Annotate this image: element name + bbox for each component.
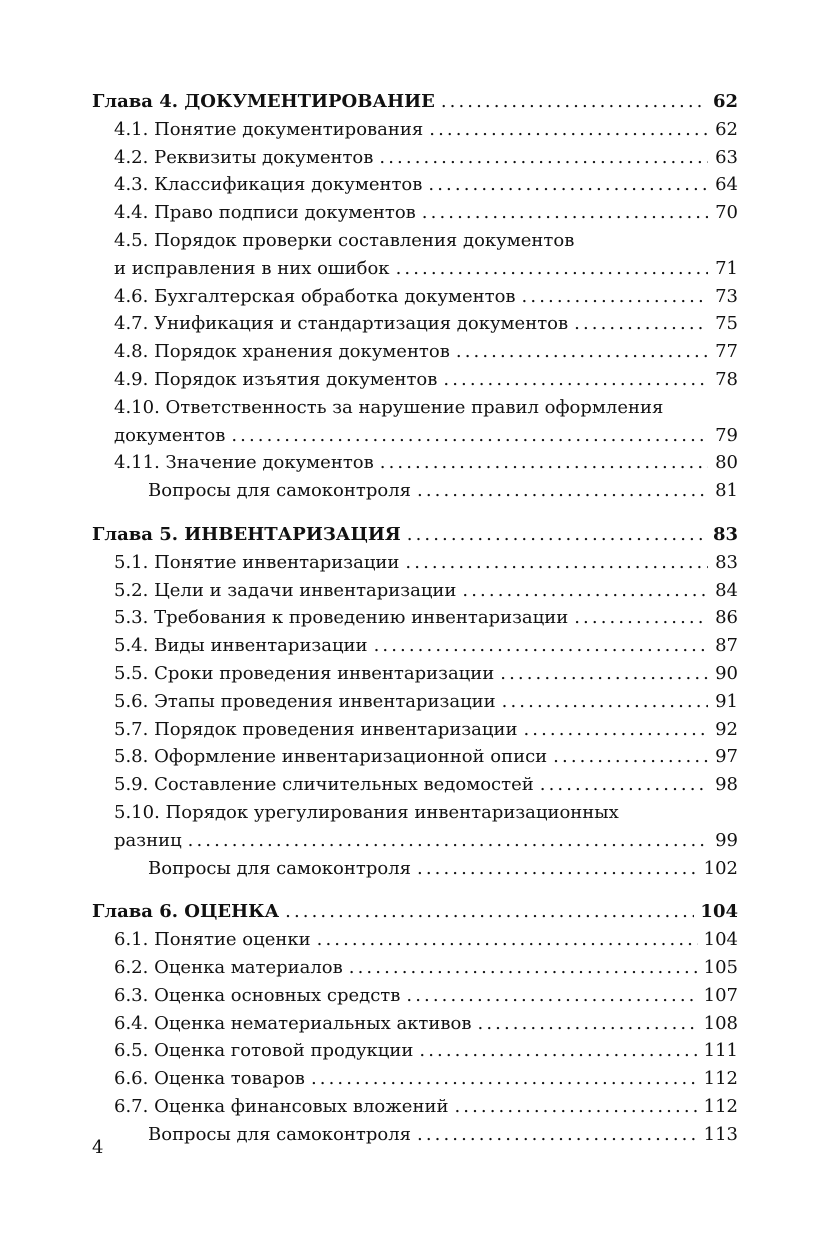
section-number: 6.5. — [114, 1040, 149, 1062]
questions-title: Вопросы для самоконтроля — [148, 480, 411, 502]
toc-entry-line1 — [92, 799, 738, 827]
entry-text — [114, 199, 416, 227]
dot-leader — [188, 827, 708, 855]
page-ref: 104 — [703, 929, 738, 951]
page-ref: 70 — [715, 202, 738, 224]
entry-text — [114, 954, 343, 982]
questions-title: Вопросы для самоконтроля — [148, 1123, 411, 1145]
dot-leader — [553, 743, 708, 771]
section-title: Оценка нематериальных активов — [154, 1012, 472, 1034]
chapter-6 — [92, 898, 738, 1148]
section-title: Оценка материалов — [154, 956, 343, 978]
page-ref: 83 — [712, 523, 738, 545]
entry-text — [114, 1065, 305, 1093]
entry-text — [114, 771, 534, 799]
dot-leader — [443, 366, 708, 394]
entry-text — [114, 283, 516, 311]
table-of-contents — [92, 88, 738, 1164]
dot-leader — [462, 577, 708, 605]
page-ref: 104 — [700, 901, 738, 923]
page-ref: 105 — [703, 956, 738, 978]
section-title: Понятие документирования — [154, 118, 424, 140]
section-number: 5.8. — [114, 746, 149, 768]
chapter-5 — [92, 521, 738, 882]
entry-text — [114, 716, 517, 744]
section-number: 6.7. — [114, 1095, 149, 1117]
section-number: 5.5. — [114, 662, 149, 684]
chapter-title: Глава 5. ИНВЕНТАРИЗАЦИЯ — [92, 523, 401, 545]
chapter-heading — [92, 88, 738, 116]
page-ref: 71 — [715, 257, 738, 279]
section-title: Требования к проведению инвентаризации — [154, 607, 569, 629]
section-number: 6.2. — [114, 956, 149, 978]
page-ref: 81 — [715, 480, 738, 502]
entry-text — [114, 366, 437, 394]
section-number: 4.11. — [114, 452, 160, 474]
section-title: Оценка финансовых вложений — [154, 1095, 449, 1117]
section-title-line1: Порядок урегулирования инвентаризационных — [165, 801, 619, 823]
toc-entry — [92, 1093, 738, 1121]
dot-leader — [428, 171, 708, 199]
section-number: 5.4. — [114, 635, 149, 657]
entry-text — [114, 449, 374, 477]
section-title: Классификация документов — [154, 174, 423, 196]
section-number: 6.6. — [114, 1068, 149, 1090]
entry-text — [114, 1093, 448, 1121]
page-ref: 78 — [715, 368, 738, 390]
section-title: Унификация и стандартизация документов — [154, 313, 569, 335]
section-title: Оценка основных средств — [154, 984, 401, 1006]
toc-entry — [92, 116, 738, 144]
dot-leader — [523, 716, 708, 744]
entry-text — [114, 1010, 472, 1038]
dot-leader — [422, 199, 708, 227]
page-ref: 111 — [703, 1040, 738, 1062]
section-title: Реквизиты документов — [154, 146, 374, 168]
page-ref: 73 — [715, 285, 738, 307]
section-number: 6.4. — [114, 1012, 149, 1034]
page-ref: 75 — [715, 313, 738, 335]
toc-entry — [92, 310, 738, 338]
toc-entry — [92, 982, 738, 1010]
dot-leader — [285, 898, 694, 926]
section-title: Составление сличительных ведомостей — [154, 774, 534, 796]
toc-entry — [92, 743, 738, 771]
toc-entry — [92, 338, 738, 366]
toc-entry — [92, 549, 738, 577]
dot-leader — [380, 449, 708, 477]
page-ref: 87 — [715, 635, 738, 657]
section-title-line2: документов — [114, 424, 226, 446]
toc-entry — [92, 660, 738, 688]
section-title: Сроки проведения инвентаризации — [154, 662, 495, 684]
section-title-line2: разниц — [114, 829, 182, 851]
dot-leader — [502, 688, 708, 716]
section-title: Порядок хранения документов — [154, 341, 450, 363]
chapter-title: Глава 6. ОЦЕНКА — [92, 901, 280, 923]
dot-leader — [379, 144, 708, 172]
section-title-line2: и исправления в них ошибок — [114, 257, 390, 279]
toc-entry — [92, 926, 738, 954]
toc-entry-questions — [92, 855, 738, 883]
section-number: 5.7. — [114, 718, 149, 740]
page-ref: 107 — [703, 984, 738, 1006]
toc-entry — [92, 577, 738, 605]
chapter-title: Глава 4. ДОКУМЕНТИРОВАНИЕ — [92, 91, 435, 112]
section-number: 4.6. — [114, 285, 149, 307]
section-number: 5.2. — [114, 579, 149, 601]
section-number: 4.4. — [114, 202, 149, 224]
section-title: Бухгалтерская обработка документов — [154, 285, 516, 307]
toc-entry — [92, 954, 738, 982]
page-ref: 80 — [715, 452, 738, 474]
dot-leader — [231, 422, 708, 450]
toc-entry — [92, 771, 738, 799]
page-ref: 113 — [703, 1123, 738, 1145]
section-title-line1: Порядок проверки составления документов — [154, 229, 575, 251]
dot-leader — [522, 283, 708, 311]
section-number: 4.7. — [114, 313, 149, 335]
section-number: 4.10. — [114, 396, 160, 418]
page-ref: 63 — [715, 146, 738, 168]
dot-leader — [374, 632, 708, 660]
section-number: 4.3. — [114, 174, 149, 196]
page-ref: 77 — [715, 341, 738, 363]
section-title: Оценка готовой продукции — [154, 1040, 414, 1062]
chapter-4 — [92, 88, 738, 505]
section-title: Порядок изъятия документов — [154, 368, 438, 390]
section-number: 5.6. — [114, 690, 149, 712]
entry-text — [114, 116, 423, 144]
toc-entry — [92, 366, 738, 394]
section-number: 6.1. — [114, 929, 149, 951]
toc-entry — [92, 449, 738, 477]
section-title: Порядок проведения инвентаризации — [154, 718, 518, 740]
entry-text — [114, 660, 494, 688]
entry-text — [114, 982, 400, 1010]
entry-text — [114, 577, 456, 605]
page-ref: 64 — [715, 174, 738, 196]
page-ref: 92 — [715, 718, 738, 740]
toc-entry — [92, 604, 738, 632]
toc-entry — [92, 1010, 738, 1038]
section-number: 6.3. — [114, 984, 149, 1006]
page-ref: 97 — [715, 746, 738, 768]
toc-entry-line1 — [92, 394, 738, 422]
toc-entry-questions — [92, 1121, 738, 1149]
page-ref: 86 — [715, 607, 738, 629]
section-number: 4.8. — [114, 341, 149, 363]
section-title: Цели и задачи инвентаризации — [154, 579, 457, 601]
page-ref: 98 — [715, 774, 738, 796]
dot-leader — [454, 1093, 697, 1121]
section-title-line1: Ответственность за нарушение правил оформления — [165, 396, 664, 418]
toc-entry-line2 — [92, 255, 738, 283]
dot-leader — [417, 855, 698, 883]
dot-leader — [396, 255, 708, 283]
page-ref: 112 — [703, 1095, 738, 1117]
section-title: Оценка товаров — [154, 1068, 305, 1090]
page-ref: 62 — [715, 118, 738, 140]
chapter-heading — [92, 898, 738, 926]
section-number: 5.10. — [114, 801, 160, 823]
section-title: Понятие инвентаризации — [154, 551, 400, 573]
entry-text — [114, 171, 422, 199]
section-title: Виды инвентаризации — [154, 635, 368, 657]
section-number: 5.1. — [114, 551, 149, 573]
page-ref: 102 — [703, 857, 738, 879]
toc-entry — [92, 144, 738, 172]
dot-leader — [441, 88, 707, 116]
toc-entry — [92, 171, 738, 199]
dot-leader — [429, 116, 708, 144]
dot-leader — [406, 982, 697, 1010]
page-ref: 112 — [703, 1068, 738, 1090]
page-ref: 99 — [715, 829, 738, 851]
entry-text — [114, 688, 496, 716]
section-number: 4.2. — [114, 146, 149, 168]
page-ref: 90 — [715, 662, 738, 684]
entry-text — [114, 338, 450, 366]
section-number: 4.5. — [114, 229, 149, 251]
dot-leader — [419, 1037, 697, 1065]
dot-leader — [500, 660, 708, 688]
dot-leader — [317, 926, 698, 954]
toc-entry — [92, 283, 738, 311]
section-title: Оформление инвентаризационной описи — [154, 746, 548, 768]
entry-text — [114, 604, 568, 632]
page-ref: 84 — [715, 579, 738, 601]
section-number: 4.9. — [114, 368, 149, 390]
entry-text — [114, 1037, 413, 1065]
toc-entry-line2 — [92, 827, 738, 855]
section-title: Этапы проведения инвентаризации — [154, 690, 496, 712]
section-number: 5.9. — [114, 774, 149, 796]
page-ref: 108 — [703, 1012, 738, 1034]
page-ref: 83 — [715, 551, 738, 573]
dot-leader — [456, 338, 708, 366]
dot-leader — [574, 310, 708, 338]
dot-leader — [405, 549, 708, 577]
entry-text — [114, 310, 568, 338]
dot-leader — [349, 954, 698, 982]
dot-leader — [574, 604, 708, 632]
dot-leader — [407, 521, 707, 549]
dot-leader — [311, 1065, 698, 1093]
dot-leader — [417, 1121, 698, 1149]
section-title: Значение документов — [165, 452, 374, 474]
dot-leader — [540, 771, 708, 799]
entry-text — [114, 632, 368, 660]
dot-leader — [417, 477, 708, 505]
toc-entry — [92, 199, 738, 227]
entry-text — [114, 743, 547, 771]
page-number: 4 — [92, 1137, 104, 1158]
section-number: 5.3. — [114, 607, 149, 629]
toc-entry-line1 — [92, 227, 738, 255]
toc-entry — [92, 632, 738, 660]
section-number: 4.1. — [114, 118, 149, 140]
page-ref: 91 — [715, 690, 738, 712]
section-title: Право подписи документов — [154, 202, 416, 224]
entry-text — [114, 926, 311, 954]
toc-entry — [92, 716, 738, 744]
dot-leader — [478, 1010, 698, 1038]
entry-text — [114, 144, 373, 172]
section-title: Понятие оценки — [154, 929, 311, 951]
chapter-heading — [92, 521, 738, 549]
toc-entry — [92, 688, 738, 716]
page-ref: 79 — [715, 424, 738, 446]
toc-entry — [92, 1065, 738, 1093]
entry-text — [114, 549, 399, 577]
questions-title: Вопросы для самоконтроля — [148, 857, 411, 879]
page-ref: 62 — [712, 91, 738, 112]
toc-entry-line2 — [92, 422, 738, 450]
toc-entry — [92, 1037, 738, 1065]
toc-entry-questions — [92, 477, 738, 505]
